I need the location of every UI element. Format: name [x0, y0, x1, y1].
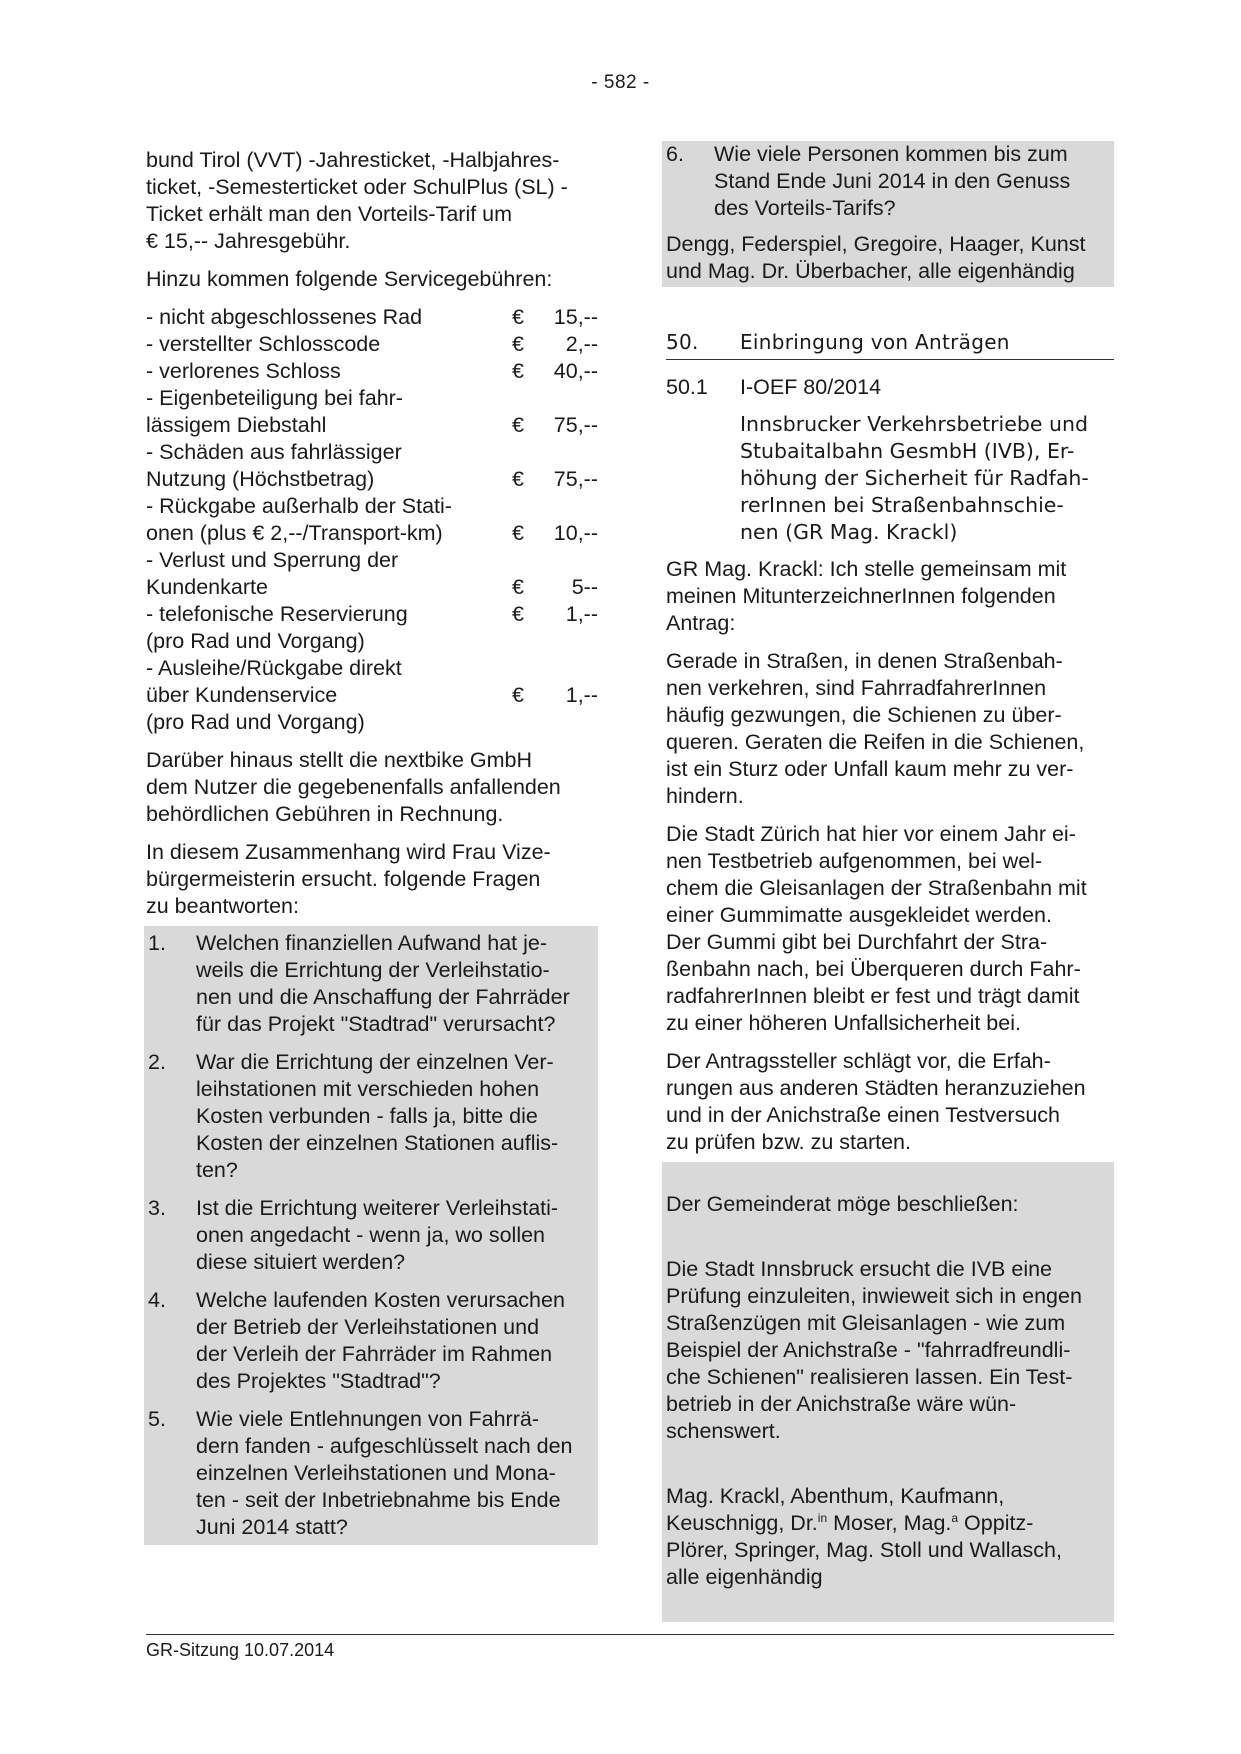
fee-row [146, 358, 598, 385]
fee-row [146, 331, 598, 358]
service-fees-table [146, 304, 598, 736]
fee-currency: € [512, 683, 524, 707]
motion-title: Innsbrucker Verkehrsbetriebe und Stubaitalbahn GesmbH (IVB), Er- höhung der Sicherheit für Radfah- rerInnen bei Straßenbahnschie- nen (GR Mag. Krackl) [740, 412, 1089, 544]
fee-label: - Rückgabe außerhalb der Stati- onen (plus € 2,--/Transport-km) [146, 494, 452, 545]
question-text: Wie viele Personen kommen bis zum Stand Ende Juni 2014 in den Genuss des Vorteils-Tarifs? [714, 142, 1071, 220]
section-number: 50. [666, 330, 699, 354]
signatories-line: Moser, Mag. [827, 1511, 952, 1535]
left-column [146, 147, 598, 1545]
proposal-paragraph: Der Antragssteller schlägt vor, die Erfah- rungen aus anderen Städten heranzuziehen und in der Anichstraße einen Testversuch zu prüfen bzw. zu starten. [666, 1049, 1086, 1154]
question-number: 1. [148, 931, 166, 955]
resolution-intro: Der Gemeinderat möge beschließen: [666, 1192, 1019, 1216]
fee-amount [544, 709, 598, 736]
fee-label: - telefonische Reservierung [146, 602, 408, 626]
fee-label: - verlorenes Schloss [146, 359, 341, 383]
question-item [148, 1195, 594, 1276]
motion-number: 50.1 [666, 375, 708, 399]
fee-amount: 1,-- [565, 683, 598, 707]
section-heading [666, 329, 1114, 360]
zurich-paragraph: Die Stadt Zürich hat hier vor einem Jahr ei- nen Testbetrieb aufgenommen, bei wel- chem die Gleisanlagen der Straßenbahn mit einer Gummimatte ausgekleidet werden. Der Gummi gibt bei Durchfahrt der Stra- ßenbahn nach, bei Überqueren durch Fahr- radfahrerInnen bleibt er fest und trägt damit zu einer höheren Unfallsicherheit bei. [666, 822, 1087, 1035]
resolution-box [662, 1162, 1114, 1622]
page-number: - 582 - [591, 72, 650, 93]
fee-row [146, 304, 598, 331]
footer-divider [146, 1634, 1114, 1635]
signatories-line: Oppitz- [958, 1511, 1034, 1535]
fee-currency: € [512, 521, 524, 545]
fee-currency: € [512, 305, 524, 329]
fee-currency [512, 709, 544, 736]
signatories-first: Dengg, Federspiel, Gregoire, Haager, Kunst und Mag. Dr. Überbacher, alle eigenhändig [666, 232, 1086, 283]
fee-row [146, 628, 598, 655]
question-number: 2. [148, 1050, 166, 1074]
fee-currency: € [512, 413, 524, 437]
fee-label: - Verlust und Sperrung der Kundenkarte [146, 548, 399, 599]
question-number: 4. [148, 1288, 166, 1312]
fee-amount: 75,-- [553, 467, 598, 491]
fee-currency: € [512, 602, 524, 626]
fee-label: - nicht abgeschlossenes Rad [146, 305, 423, 329]
signatories-line: Plörer, Springer, Mag. Stoll und Wallasch, alle eigenhändig [666, 1538, 1062, 1589]
intro-paragraph: bund Tirol (VVT) -Jahresticket, -Halbjahres- ticket, -Semesterticket oder SchulPlus (SL) - Ticket erhält man den Vorteils-Tarif um € 15,-- Jahresgebühr. [146, 148, 568, 253]
fee-currency: € [512, 467, 524, 491]
question-text: Ist die Errichtung weiterer Verleihstati- onen angedacht - wenn ja, wo sollen diese situiert werden? [196, 1196, 559, 1274]
fee-label: (pro Rad und Vorgang) [146, 629, 365, 653]
nextbike-paragraph: Darüber hinaus stellt die nextbike GmbH dem Nutzer die gegebenenfalls anfallenden behördlichen Gebühren in Rechnung. [146, 748, 561, 826]
fee-amount: 75,-- [553, 413, 598, 437]
fee-label: - Schäden aus fahrlässiger Nutzung (Höchstbetrag) [146, 440, 402, 491]
question-6-box [662, 141, 1114, 287]
motion-id: I-OEF 80/2014 [740, 375, 882, 399]
question-item [148, 1406, 594, 1541]
service-fees-heading: Hinzu kommen folgende Servicegebühren: [146, 267, 553, 291]
fee-row [146, 709, 598, 736]
streets-paragraph: Gerade in Straßen, in denen Straßenbah- nen verkehren, sind FahrradfahrerInnen häufig gezwungen, die Schienen zu über- queren. Geraten die Reifen in die Schienen, ist ein Sturz oder Unfall kaum mehr zu ver- hindern. [666, 649, 1085, 808]
fee-row [146, 547, 598, 601]
fee-row [146, 493, 598, 547]
signatories-line: Keuschnigg, Dr. [666, 1511, 818, 1535]
question-item [148, 1049, 594, 1184]
fee-currency: € [512, 575, 524, 599]
question-number: 3. [148, 1196, 166, 1220]
fee-amount: 5-- [571, 575, 598, 599]
fee-row [146, 601, 598, 628]
questions-box [144, 926, 598, 1545]
fee-currency: € [512, 359, 524, 383]
question-text: Welche laufenden Kosten verursachen der Betrieb der Verleihstationen und der Verleih der Fahrräder im Rahmen des Projektes "Stadtrad"? [196, 1288, 565, 1393]
fee-amount: 2,-- [565, 332, 598, 356]
fee-amount [544, 628, 598, 655]
request-paragraph: In diesem Zusammenhang wird Frau Vize- bürgermeisterin ersucht. folgende Fragen zu beantworten: [146, 840, 551, 918]
question-text: Wie viele Entlehnungen von Fahrrä- dern fanden - aufgeschlüsselt nach den einzelnen Verleihstationen und Mona- ten - seit der Inbetriebnahme bis Ende Juni 2014 statt? [196, 1407, 573, 1539]
question-number: 5. [148, 1407, 166, 1431]
resolution-text: Die Stadt Innsbruck ersucht die IVB eine Prüfung einzuleiten, inwieweit sich in engen Straßenzügen mit Gleisanlagen - wie zum Beispiel der Anichstraße - "fahrradfreundli- che Schienen" realisieren lassen. Ein Test- betrieb in der Anichstraße wäre wün- schenswert. [666, 1257, 1082, 1443]
question-item [148, 1287, 594, 1395]
motion-heading [666, 374, 1114, 401]
question-text: Welchen finanziellen Aufwand hat je- weils die Errichtung der Verleihstatio- nen und die Anschaffung der Fahrräder für das Projekt "Stadtrad" verursacht? [196, 931, 570, 1036]
fee-label: - Eigenbeteiligung bei fahr- lässigem Diebstahl [146, 386, 403, 437]
footer-text: GR-Sitzung 10.07.2014 [146, 1640, 335, 1660]
fee-label: (pro Rad und Vorgang) [146, 710, 365, 734]
question-item [148, 930, 594, 1038]
fee-currency [512, 628, 544, 655]
fee-currency: € [512, 332, 524, 356]
signatories-second [666, 1483, 1110, 1591]
fee-amount: 15,-- [553, 305, 598, 329]
fee-amount: 10,-- [553, 521, 598, 545]
question-item [666, 141, 1110, 222]
superscript: in [817, 1511, 828, 1525]
fee-amount: 40,-- [553, 359, 598, 383]
fee-label: - Ausleihe/Rückgabe direkt über Kundenservice [146, 656, 402, 707]
fee-row [146, 385, 598, 439]
fee-amount: 1,-- [565, 602, 598, 626]
section-title: Einbringung von Anträgen [740, 330, 1010, 354]
superscript: a [951, 1511, 959, 1525]
question-number: 6. [666, 142, 684, 166]
question-text: War die Errichtung der einzelnen Ver- leihstationen mit verschieden hohen Kosten verbunden - falls ja, bitte die Kosten der einzelnen Stationen auflis- ten? [196, 1050, 559, 1182]
fee-row [146, 655, 598, 709]
fee-row [146, 439, 598, 493]
right-column [666, 142, 1114, 1622]
krackl-paragraph: GR Mag. Krackl: Ich stelle gemeinsam mit meinen MitunterzeichnerInnen folgenden Antrag: [666, 557, 1067, 635]
fee-label: - verstellter Schlosscode [146, 332, 381, 356]
signatories-line: Mag. Krackl, Abenthum, Kaufmann, [666, 1484, 1005, 1508]
